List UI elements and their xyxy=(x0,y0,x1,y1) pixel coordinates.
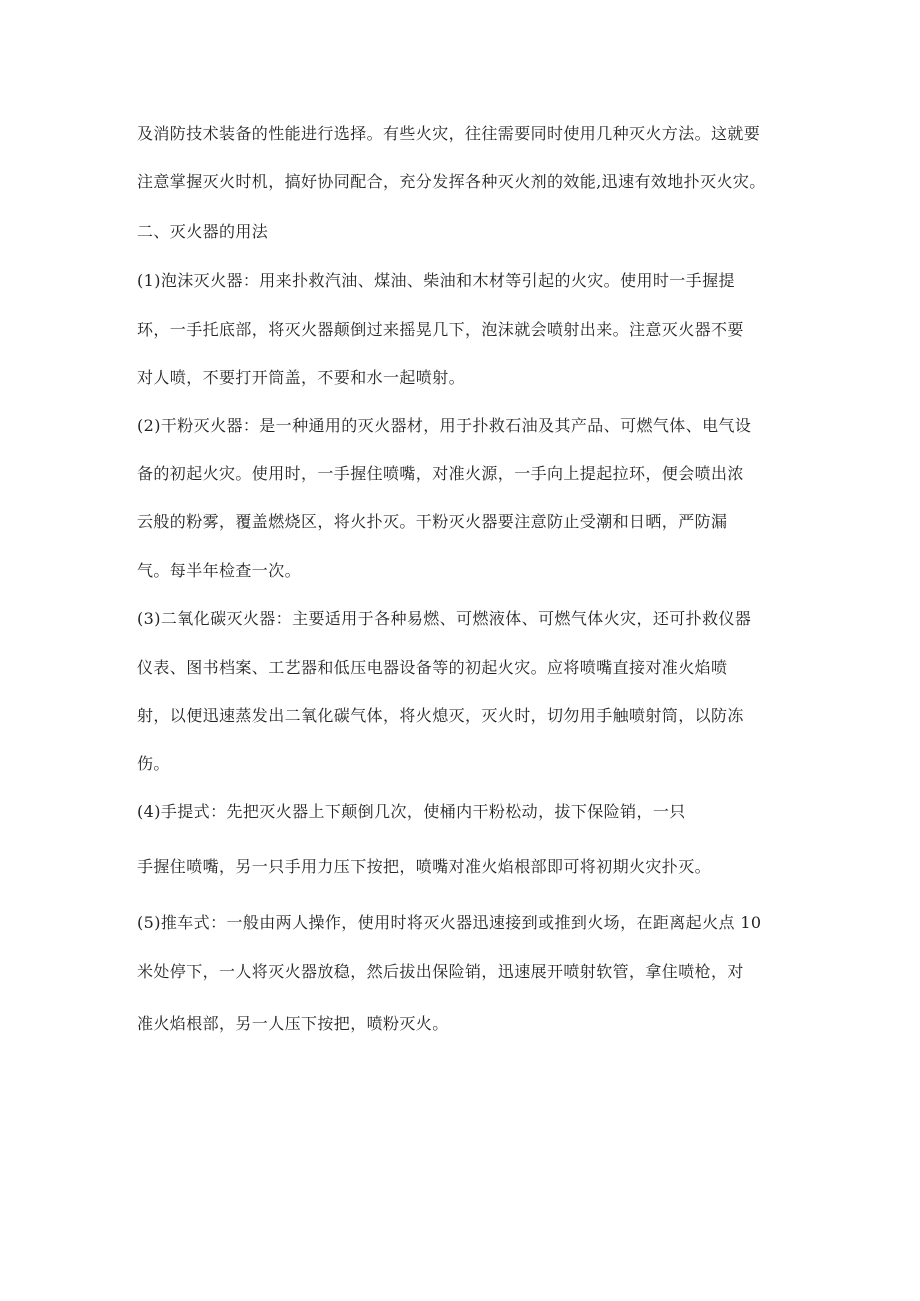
paragraph-line: 准火焰根部，另一人压下按把，喷粉灭火。 xyxy=(137,1014,449,1033)
paragraph-line: 对人喷，不要打开筒盖，不要和水一起喷射。 xyxy=(137,368,466,387)
paragraph-line: 及消防技术装备的性能进行选择。有些火灾，往往需要同时使用几种灭火方法。这就要 xyxy=(137,124,761,143)
section-heading: 二、灭火器的用法 xyxy=(137,222,269,241)
paragraph-line: (5)推车式：一般由两人操作，使用时将灭火器迅速接到或推到火场，在距离起火点 10 xyxy=(137,913,762,932)
paragraph-line: 米处停下，一人将灭火器放稳，然后拔出保险销，迅速展开喷射软管，拿住喷枪，对 xyxy=(137,962,744,981)
paragraph-line: 注意掌握灭火时机，搞好协同配合，充分发挥各种灭火剂的效能,迅速有效地扑灭火灾。 xyxy=(137,172,766,191)
paragraph-line: 备的初起火灾。使用时，一手握住喷嘴，对准火源，一手向上提起拉环，便会喷出浓 xyxy=(137,464,744,483)
paragraph-line: (2)干粉灭火器：是一种通用的灭火器材，用于扑救石油及其产品、可燃气体、电气设 xyxy=(137,416,752,435)
paragraph-line: (1)泡沫灭火器：用来扑救汽油、煤油、柴油和木材等引起的火灾。使用时一手握提 xyxy=(137,271,735,290)
paragraph-line: 伤。 xyxy=(137,754,170,773)
paragraph-line: 气。每半年检查一次。 xyxy=(137,561,302,580)
paragraph-line: 环，一手托底部，将灭火器颠倒过来摇晃几下，泡沫就会喷射出来。注意灭火器不要 xyxy=(137,320,744,339)
paragraph-line: 手握住喷嘴，另一只手用力压下按把，喷嘴对准火焰根部即可将初期火灾扑灭。 xyxy=(137,857,712,876)
paragraph-line: (3)二氧化碳灭火器：主要适用于各种易燃、可燃液体、可燃气体火灾，还可扑救仪器 xyxy=(137,609,752,628)
paragraph-line: 射，以便迅速蒸发出二氧化碳气体，将火熄灭，灭火时，切勿用手触喷射筒，以防冻 xyxy=(137,706,744,725)
paragraph-line: 仪表、图书档案、工艺器和低压电器设备等的初起火灾。应将喷嘴直接对准火焰喷 xyxy=(137,658,728,677)
paragraph-line: (4)手提式：先把灭火器上下颠倒几次，使桶内干粉松动，拔下保险销，一只 xyxy=(137,802,686,821)
paragraph-line: 云般的粉雾，覆盖燃烧区，将火扑灭。干粉灭火器要注意防止受潮和日晒，严防漏 xyxy=(137,512,728,531)
